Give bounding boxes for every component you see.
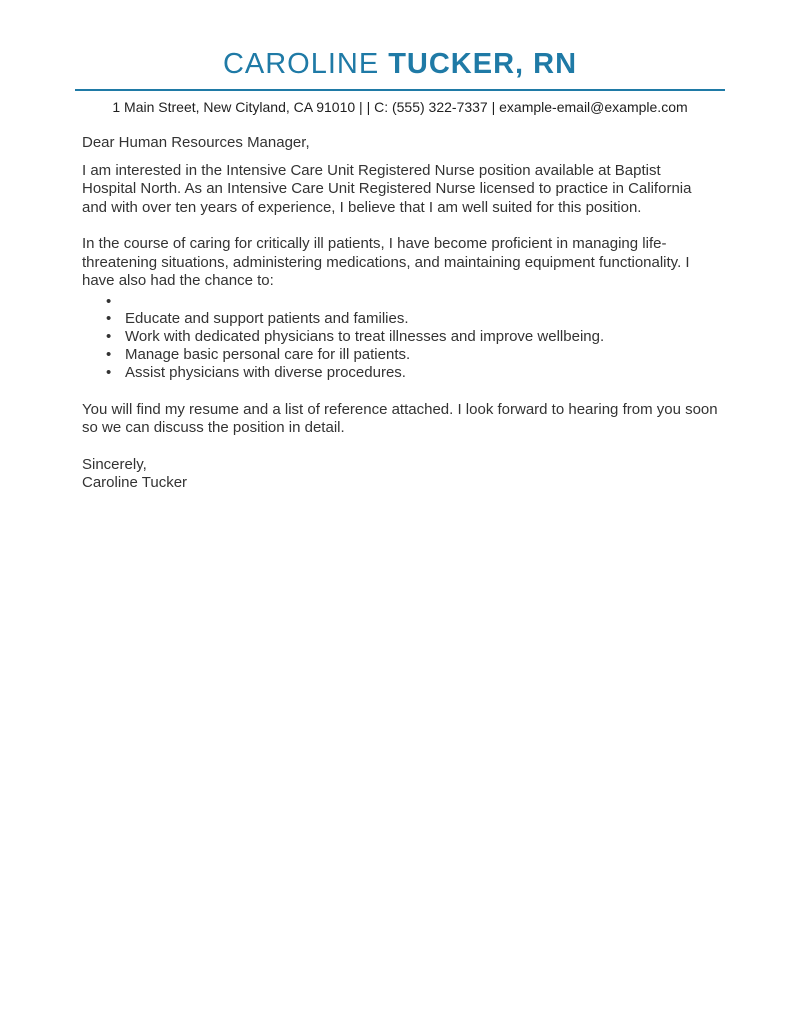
duty-list	[82, 296, 718, 382]
paragraph-closing: You will find my resume and a list of reference attached. I look forward to hearing from you soon so we can discuss the position in detail.	[82, 400, 718, 436]
page-title	[0, 48, 800, 80]
paragraph-experience: In the course of caring for critically ill patients, I have become proficient in managing life-threatening situations, administering medications, and maintaining equipment functionality. I have also had the chance to:	[82, 235, 690, 289]
list-item	[82, 296, 718, 310]
letter-body	[82, 134, 718, 493]
signature-name: Caroline Tucker	[82, 474, 188, 491]
paragraph-intro: I am interested in the Intensive Care Unit Registered Nurse position available at Baptist Hospital North. As an Intensive Care Unit Registered Nurse licensed to practice in California and with over ten years of experience, I believe that I am well suited for this position.	[82, 161, 692, 216]
last-name-credential: TUCKER, RN	[388, 48, 578, 80]
letter-header	[0, 0, 800, 115]
list-item: • Manage basic personal care for ill patients.	[82, 346, 718, 364]
header-divider	[75, 89, 725, 91]
list-item: • Assist physicians with diverse procedures.	[82, 364, 718, 382]
first-name: CAROLINE	[222, 48, 380, 80]
closing-word: Sincerely,	[82, 455, 147, 473]
contact-info: 1 Main Street, New Cityland, CA 91010 | | C: (555) 322-7337 | example-email@example.com	[112, 99, 688, 115]
list-item: • Work with dedicated physicians to treat illnesses and improve wellbeing.	[82, 328, 718, 346]
salutation: Dear Human Resources Manager,	[82, 134, 310, 151]
list-item: • Educate and support patients and families.	[82, 310, 718, 328]
